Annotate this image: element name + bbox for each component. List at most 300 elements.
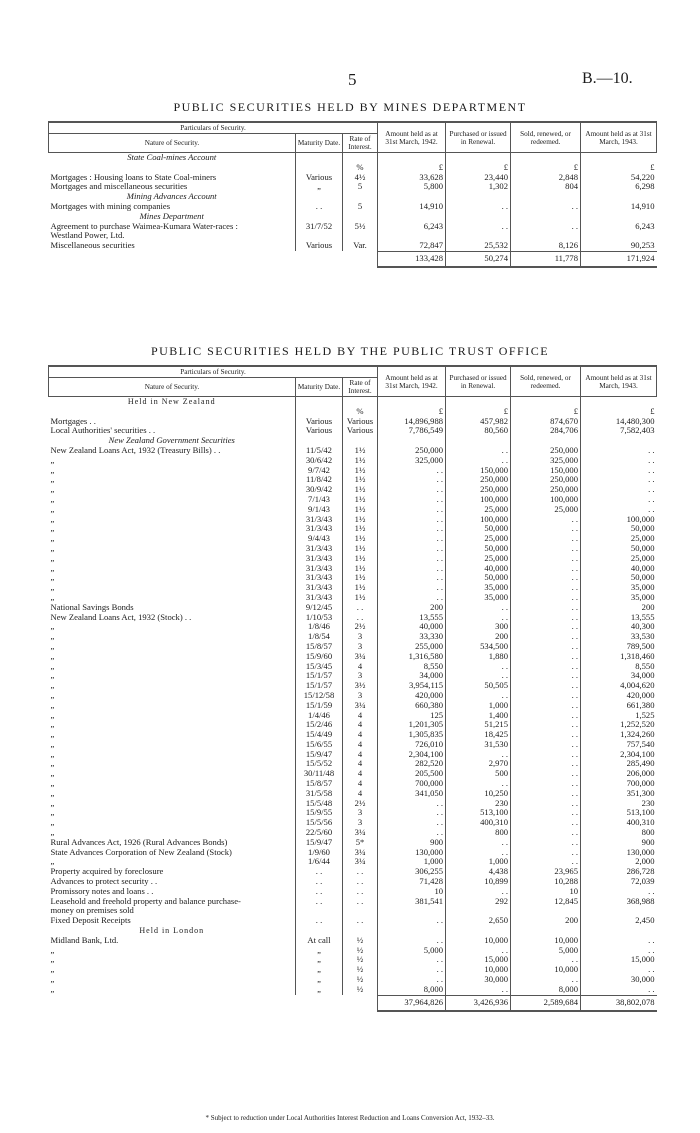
purchased-cell: 1,880 xyxy=(446,652,511,662)
amt1942-cell: . . xyxy=(378,475,446,485)
sold-cell: . . xyxy=(511,691,581,701)
nature-cell: Mortgages . . xyxy=(50,416,96,426)
maturity-cell: 31/3/43 xyxy=(296,515,343,525)
purchased-cell: . . xyxy=(446,222,511,232)
amt1942-cell: 205,500 xyxy=(378,769,446,779)
amt1942-cell: 381,541 xyxy=(378,897,446,907)
empty-cell xyxy=(581,436,657,446)
rate-cell: . . xyxy=(343,887,378,897)
amt1943-cell: 7,582,403 xyxy=(581,426,657,436)
empty-cell xyxy=(343,397,378,407)
maturity-cell: 11/5/42 xyxy=(296,446,343,456)
section-heading: Mines Department xyxy=(139,211,204,221)
empty-cell xyxy=(511,212,581,222)
maturity-header: Maturity Date. xyxy=(296,378,343,397)
maturity-cell: 9/7/42 xyxy=(296,466,343,476)
sold-cell: . . xyxy=(511,701,581,711)
purchased-cell: . . xyxy=(446,838,511,848)
rate-cell: Various xyxy=(343,426,378,436)
table-row xyxy=(49,759,657,769)
rate-cell: 1½ xyxy=(343,544,378,554)
rate-cell: . . xyxy=(343,603,378,613)
table-row xyxy=(49,593,657,603)
sold-cell: 12,845 xyxy=(511,897,581,907)
rate-cell: . . xyxy=(343,867,378,877)
amt1942-cell: 250,000 xyxy=(378,446,446,456)
purchased-cell: 80,560 xyxy=(446,426,511,436)
empty-cell xyxy=(446,926,511,936)
maturity-cell: 1/9/60 xyxy=(296,848,343,858)
maturity-cell: „ xyxy=(296,182,343,192)
nature-cell: „ xyxy=(50,984,55,994)
sold-cell: 8,126 xyxy=(511,241,581,251)
amt1942-cell: 8,550 xyxy=(378,662,446,672)
amount-1942-header: Amount held as at 31st March, 1942. xyxy=(378,366,446,397)
amt1942-cell: 71,428 xyxy=(378,877,446,887)
sold-cell: . . xyxy=(511,652,581,662)
purchased-cell: . . xyxy=(446,946,511,956)
sold-cell: . . xyxy=(511,662,581,672)
maturity-cell: 15/3/45 xyxy=(296,662,343,672)
maturity-cell: . . xyxy=(296,867,343,877)
amt1942-cell: . . xyxy=(378,564,446,574)
purchased-cell: 513,100 xyxy=(446,808,511,818)
rate-cell: . . xyxy=(343,897,378,907)
nature-cell: Rural Advances Act, 1926 (Rural Advances Bonds) xyxy=(50,837,228,847)
nature-cell: „ xyxy=(50,661,55,671)
rate-cell: 3¼ xyxy=(343,701,378,711)
empty-cell xyxy=(581,926,657,936)
amt1942-cell: . . xyxy=(378,593,446,603)
nature-cell: „ xyxy=(50,779,55,789)
empty-cell xyxy=(296,212,343,222)
sold-cell: 2,848 xyxy=(511,173,581,183)
amt1942-cell: . . xyxy=(378,544,446,554)
amt1943-cell: . . xyxy=(581,485,657,495)
maturity-cell: At call xyxy=(296,936,343,946)
maturity-cell: 9/4/43 xyxy=(296,534,343,544)
empty-cell xyxy=(446,192,511,202)
maturity-cell: 30/9/42 xyxy=(296,485,343,495)
totals-spacer xyxy=(49,251,378,267)
rate-cell: 3 xyxy=(343,642,378,652)
rate-cell: . . xyxy=(343,613,378,623)
amt1943-cell: . . xyxy=(581,936,657,946)
amt1943-cell: 513,100 xyxy=(581,808,657,818)
total-amt1943: 38,802,078 xyxy=(581,995,657,1011)
empty-cell xyxy=(581,153,657,163)
sold-cell: 200 xyxy=(511,916,581,926)
amt1942-cell: 325,000 xyxy=(378,456,446,466)
table-row xyxy=(49,789,657,799)
sold-cell: 150,000 xyxy=(511,466,581,476)
maturity-cell xyxy=(296,163,343,173)
nature-cell: Leasehold and freehold property and balance purchase- xyxy=(50,896,241,906)
purchased-header: Purchased or issued in Renewal. xyxy=(446,366,511,397)
amt1942-cell: 40,000 xyxy=(378,622,446,632)
maturity-cell: 15/4/49 xyxy=(296,730,343,740)
rate-cell: 4 xyxy=(343,789,378,799)
purchased-cell: 2,650 xyxy=(446,916,511,926)
section-heading: New Zealand Government Securities xyxy=(108,436,235,446)
empty-cell xyxy=(343,212,378,222)
amt1943-cell: 100,000 xyxy=(581,515,657,525)
amt1942-cell: . . xyxy=(378,573,446,583)
empty-cell xyxy=(343,926,378,936)
amt1942-cell: . . xyxy=(378,524,446,534)
maturity-cell: . . xyxy=(296,916,343,926)
amt1943-cell: 1,525 xyxy=(581,711,657,721)
amt1943-cell: 757,540 xyxy=(581,740,657,750)
amt1942-cell: . . xyxy=(378,505,446,515)
table-row xyxy=(49,720,657,730)
rate-cell: 4½ xyxy=(343,173,378,183)
empty-cell xyxy=(296,192,343,202)
amt1942-cell: . . xyxy=(378,485,446,495)
nature-header: Nature of Security. xyxy=(49,378,296,397)
sold-cell: . . xyxy=(511,534,581,544)
maturity-cell: Various xyxy=(296,426,343,436)
table-row xyxy=(49,642,657,652)
amt1942-cell: 34,000 xyxy=(378,671,446,681)
rate-cell: 4 xyxy=(343,662,378,672)
rate-cell: 4 xyxy=(343,779,378,789)
rate-cell: 3¼ xyxy=(343,848,378,858)
amt1942-cell: . . xyxy=(378,583,446,593)
nature-cell: „ xyxy=(50,710,55,720)
rate-cell: 1½ xyxy=(343,495,378,505)
maturity-cell xyxy=(296,407,343,417)
sold-cell: 10 xyxy=(511,887,581,897)
sold-cell: . . xyxy=(511,583,581,593)
purchased-cell: 10,000 xyxy=(446,965,511,975)
amt1942-cell: . . xyxy=(378,534,446,544)
amt1943-cell: 351,300 xyxy=(581,789,657,799)
amt1943-cell xyxy=(581,231,657,241)
nature-cell: Midland Bank, Ltd. xyxy=(50,935,119,945)
sold-cell: . . xyxy=(511,720,581,730)
table-row xyxy=(49,632,657,642)
nature-cell: New Zealand Loans Act, 1932 (Treasury Bills) . . xyxy=(50,445,221,455)
maturity-cell: 15/9/55 xyxy=(296,808,343,818)
amt1943-cell: 130,000 xyxy=(581,848,657,858)
amt1942-cell: 2,304,100 xyxy=(378,750,446,760)
maturity-cell: 31/3/43 xyxy=(296,554,343,564)
table-row xyxy=(49,573,657,583)
sold-cell: . . xyxy=(511,524,581,534)
amt1943-cell: 789,500 xyxy=(581,642,657,652)
purchased-cell: 50,000 xyxy=(446,524,511,534)
rate-cell: 1½ xyxy=(343,456,378,466)
purchased-cell: 292 xyxy=(446,897,511,907)
table-row xyxy=(49,564,657,574)
rate-cell: 5* xyxy=(343,838,378,848)
sold-cell: 5,000 xyxy=(511,946,581,956)
maturity-cell: „ xyxy=(296,946,343,956)
sold-cell: 804 xyxy=(511,182,581,192)
maturity-cell: 9/12/45 xyxy=(296,603,343,613)
nature-cell: „ xyxy=(50,759,55,769)
nature-cell: „ xyxy=(50,798,55,808)
sold-cell: 25,000 xyxy=(511,505,581,515)
maturity-cell: 15/6/55 xyxy=(296,740,343,750)
rate-cell: ½ xyxy=(343,985,378,995)
rate-cell: 2½ xyxy=(343,622,378,632)
nature-cell: Local Authorities' securities . . xyxy=(50,426,156,436)
purchased-cell: . . xyxy=(446,603,511,613)
maturity-cell: 15/5/52 xyxy=(296,759,343,769)
amt1942-cell: 33,330 xyxy=(378,632,446,642)
amt1943-cell: 1,318,460 xyxy=(581,652,657,662)
table-row xyxy=(49,603,657,613)
maturity-cell: Various xyxy=(296,241,343,251)
purchased-cell: 230 xyxy=(446,799,511,809)
rate-cell: 1½ xyxy=(343,534,378,544)
maturity-cell: „ xyxy=(296,975,343,985)
amt1942-cell: 341,050 xyxy=(378,789,446,799)
purchased-cell: 1,400 xyxy=(446,711,511,721)
purchased-cell: . . xyxy=(446,446,511,456)
maturity-cell: 7/1/43 xyxy=(296,495,343,505)
nature-cell: Agreement to purchase Waimea-Kumara Water-races : xyxy=(50,221,238,231)
total-amt1942: 133,428 xyxy=(378,251,446,267)
purchased-cell: 50,505 xyxy=(446,681,511,691)
sold-cell: 23,965 xyxy=(511,867,581,877)
rate-cell: 4 xyxy=(343,740,378,750)
table-row xyxy=(49,222,657,232)
sold-cell: 10,000 xyxy=(511,965,581,975)
rate-cell: 4 xyxy=(343,750,378,760)
nature-cell: „ xyxy=(50,671,55,681)
empty-cell xyxy=(343,153,378,163)
nature-cell: „ xyxy=(50,700,55,710)
sold-cell: . . xyxy=(511,613,581,623)
nature-cell: National Savings Bonds xyxy=(50,602,134,612)
empty-cell xyxy=(511,153,581,163)
purchased-cell: 50,000 xyxy=(446,573,511,583)
nature-cell: „ xyxy=(50,475,55,485)
purchased-cell: 15,000 xyxy=(446,955,511,965)
table-row xyxy=(49,466,657,476)
amt1943-cell: . . xyxy=(581,456,657,466)
table-row xyxy=(49,838,657,848)
purchased-cell: 35,000 xyxy=(446,583,511,593)
nature-cell: „ xyxy=(50,681,55,691)
rate-cell: ½ xyxy=(343,936,378,946)
table-row xyxy=(49,202,657,212)
nature-cell: „ xyxy=(50,641,55,651)
empty-cell xyxy=(581,397,657,407)
table-row xyxy=(49,554,657,564)
amt1942-cell: 900 xyxy=(378,838,446,848)
empty-cell xyxy=(296,397,343,407)
amt1942-cell: 200 xyxy=(378,603,446,613)
rate-cell xyxy=(343,231,378,241)
amt1943-cell: 2,000 xyxy=(581,857,657,867)
amt1943-cell: 50,000 xyxy=(581,544,657,554)
maturity-cell: 1/6/44 xyxy=(296,857,343,867)
table-row xyxy=(49,681,657,691)
amt1943-cell: 800 xyxy=(581,828,657,838)
maturity-cell: 15/8/57 xyxy=(296,779,343,789)
amt1943-cell: 285,490 xyxy=(581,759,657,769)
nature-cell: „ xyxy=(50,965,55,975)
purchased-cell: £ xyxy=(446,407,511,417)
amount-1943-header: Amount held as at 31st March, 1943. xyxy=(581,366,657,397)
rate-cell: 1½ xyxy=(343,515,378,525)
total-amt1943: 171,924 xyxy=(581,251,657,267)
purchased-cell: 1,302 xyxy=(446,182,511,192)
sold-cell: . . xyxy=(511,564,581,574)
maturity-cell: Various xyxy=(296,417,343,427)
nature-cell: „ xyxy=(50,622,55,632)
nature-cell: „ xyxy=(50,857,55,867)
rate-cell: 1½ xyxy=(343,505,378,515)
empty-cell xyxy=(581,192,657,202)
nature-cell: „ xyxy=(50,573,55,583)
amt1943-cell: 34,000 xyxy=(581,671,657,681)
table-row xyxy=(49,965,657,975)
amt1942-cell: 33,628 xyxy=(378,173,446,183)
purchased-cell: 25,532 xyxy=(446,241,511,251)
nature-header: Nature of Security. xyxy=(49,134,296,153)
rate-cell: 4 xyxy=(343,711,378,721)
table-row xyxy=(49,887,657,897)
amt1942-cell: 5,000 xyxy=(378,946,446,956)
table-row xyxy=(49,446,657,456)
rate-cell: 3 xyxy=(343,818,378,828)
purchased-cell: . . xyxy=(446,662,511,672)
maturity-cell: 1/10/53 xyxy=(296,613,343,623)
rate-cell: 3 xyxy=(343,808,378,818)
empty-cell xyxy=(378,436,446,446)
purchased-cell: 800 xyxy=(446,828,511,838)
rate-cell: % xyxy=(343,407,378,417)
footnote: * Subject to reduction under Local Authorities Interest Reduction and Loans Conversion Act, 1932–33. xyxy=(205,1114,495,1122)
particulars-header: Particulars of Security. xyxy=(49,366,378,378)
amt1942-cell: 1,201,305 xyxy=(378,720,446,730)
table-row xyxy=(49,946,657,956)
maturity-cell: 30/6/42 xyxy=(296,456,343,466)
document-reference: B.—10. xyxy=(582,70,633,87)
rate-cell: ½ xyxy=(343,965,378,975)
sold-cell: 250,000 xyxy=(511,475,581,485)
rate-cell: 3 xyxy=(343,691,378,701)
amt1943-cell: 400,310 xyxy=(581,818,657,828)
purchased-header: Purchased or issued in Renewal. xyxy=(446,122,511,153)
section-heading-row xyxy=(49,192,657,202)
sold-cell: . . xyxy=(511,750,581,760)
amt1942-cell: 125 xyxy=(378,711,446,721)
sold-cell: . . xyxy=(511,759,581,769)
empty-cell xyxy=(343,192,378,202)
amt1943-cell: 200 xyxy=(581,603,657,613)
empty-cell xyxy=(378,926,446,936)
empty-cell xyxy=(446,436,511,446)
sold-cell: . . xyxy=(511,202,581,212)
maturity-cell: 1/8/54 xyxy=(296,632,343,642)
section-heading-row xyxy=(49,436,657,446)
table-row xyxy=(49,622,657,632)
amt1943-cell: . . xyxy=(581,475,657,485)
nature-cell: „ xyxy=(50,975,55,985)
amt1943-cell: . . xyxy=(581,495,657,505)
amt1943-cell: 6,298 xyxy=(581,182,657,192)
nature-cell xyxy=(49,163,296,173)
amt1942-cell: 1,316,580 xyxy=(378,652,446,662)
table-row xyxy=(49,808,657,818)
amt1942-cell: 3,954,115 xyxy=(378,681,446,691)
maturity-cell: 15/9/47 xyxy=(296,750,343,760)
sold-cell: . . xyxy=(511,975,581,985)
maturity-cell: . . xyxy=(296,887,343,897)
amt1943-cell: 13,555 xyxy=(581,613,657,623)
rate-cell: 4 xyxy=(343,720,378,730)
rate-header: Rate of Interest. xyxy=(343,134,378,153)
empty-cell xyxy=(296,153,343,163)
amt1942-cell: 420,000 xyxy=(378,691,446,701)
rate-cell: 3¼ xyxy=(343,828,378,838)
amt1943-cell xyxy=(581,906,657,916)
total-sold: 2,589,684 xyxy=(511,995,581,1011)
maturity-cell: 15/1/57 xyxy=(296,681,343,691)
rate-header: Rate of Interest. xyxy=(343,378,378,397)
sold-cell: . . xyxy=(511,808,581,818)
sold-cell: . . xyxy=(511,515,581,525)
trust-securities-table xyxy=(48,365,657,1012)
amt1943-cell: . . xyxy=(581,446,657,456)
amt1942-cell: 5,800 xyxy=(378,182,446,192)
table-row xyxy=(49,534,657,544)
sold-cell: 8,000 xyxy=(511,985,581,995)
nature-cell: „ xyxy=(50,455,55,465)
amt1942-cell: . . xyxy=(378,828,446,838)
empty-cell xyxy=(296,436,343,446)
amt1943-cell: 8,550 xyxy=(581,662,657,672)
purchased-cell: 50,000 xyxy=(446,544,511,554)
maturity-cell: 31/3/43 xyxy=(296,583,343,593)
section-heading-row xyxy=(49,926,657,936)
sold-cell: . . xyxy=(511,622,581,632)
maturity-cell: Various xyxy=(296,173,343,183)
amt1942-cell xyxy=(378,231,446,241)
purchased-cell: . . xyxy=(446,613,511,623)
rate-cell: 5 xyxy=(343,202,378,212)
amt1943-cell: 4,004,620 xyxy=(581,681,657,691)
table-row xyxy=(49,241,657,251)
amount-1943-header: Amount held as at 31st March, 1943. xyxy=(581,122,657,153)
amt1943-cell: 30,000 xyxy=(581,975,657,985)
nature-cell: „ xyxy=(50,651,55,661)
empty-cell xyxy=(378,212,446,222)
purchased-cell: . . xyxy=(446,985,511,995)
maturity-cell: 1/8/46 xyxy=(296,622,343,632)
sold-cell: . . xyxy=(511,681,581,691)
amt1942-cell: 726,010 xyxy=(378,740,446,750)
purchased-cell: . . xyxy=(446,456,511,466)
amt1943-cell: 2,304,100 xyxy=(581,750,657,760)
rate-cell: 4 xyxy=(343,759,378,769)
sold-cell: . . xyxy=(511,642,581,652)
trust-title: PUBLIC SECURITIES HELD BY THE PUBLIC TRUST OFFICE xyxy=(150,344,550,358)
amt1943-cell: 40,000 xyxy=(581,564,657,574)
purchased-cell: 500 xyxy=(446,769,511,779)
amt1943-cell: 15,000 xyxy=(581,955,657,965)
amt1943-cell: . . xyxy=(581,965,657,975)
maturity-cell: 11/8/42 xyxy=(296,475,343,485)
nature-cell: New Zealand Loans Act, 1932 (Stock) . . xyxy=(50,612,192,622)
table-row xyxy=(49,182,657,192)
